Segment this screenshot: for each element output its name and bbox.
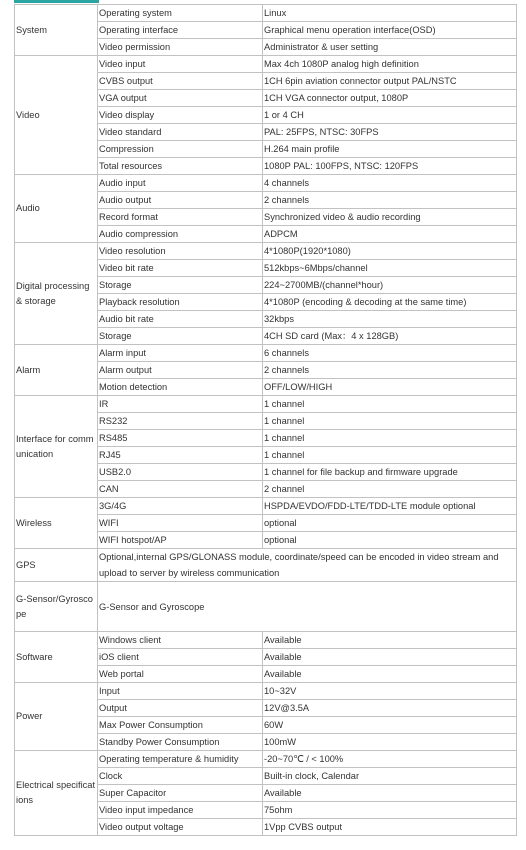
spec-row xyxy=(15,632,517,649)
value-cell: 1CH 6pin aviation connector output PAL/NSTC xyxy=(263,73,517,90)
value-cell: 2 channel xyxy=(263,481,517,498)
parameter-cell: CAN xyxy=(98,481,263,498)
spec-row xyxy=(15,396,517,413)
parameter-cell: Audio input xyxy=(98,175,263,192)
value-cell: Available xyxy=(263,649,517,666)
value-cell: G-Sensor and Gyroscope xyxy=(98,582,517,632)
parameter-cell: Video standard xyxy=(98,124,263,141)
parameter-cell: Operating temperature & humidity xyxy=(98,751,263,768)
value-cell: Available xyxy=(263,785,517,802)
value-cell: 4 channels xyxy=(263,175,517,192)
spec-row xyxy=(15,56,517,73)
value-cell: Linux xyxy=(263,5,517,22)
parameter-cell: RS232 xyxy=(98,413,263,430)
value-cell: 1CH VGA connector output, 1080P xyxy=(263,90,517,107)
active-tab-indicator xyxy=(14,0,99,3)
parameter-cell: USB2.0 xyxy=(98,464,263,481)
value-cell: 1Vpp CVBS output xyxy=(263,819,517,836)
parameter-cell: Audio output xyxy=(98,192,263,209)
value-cell: 12V@3.5A xyxy=(263,700,517,717)
parameter-cell: Compression xyxy=(98,141,263,158)
parameter-cell: Output xyxy=(98,700,263,717)
value-cell: optional xyxy=(263,532,517,549)
category-cell: Software xyxy=(15,632,98,683)
value-cell: HSPDA/EVDO/FDD-LTE/TDD-LTE module optional xyxy=(263,498,517,515)
spec-row xyxy=(15,175,517,192)
value-cell: 1 channel xyxy=(263,396,517,413)
parameter-cell: Alarm output xyxy=(98,362,263,379)
parameter-cell: Audio compression xyxy=(98,226,263,243)
parameter-cell: Alarm input xyxy=(98,345,263,362)
parameter-cell: Video bit rate xyxy=(98,260,263,277)
value-cell: 75ohm xyxy=(263,802,517,819)
parameter-cell: RS485 xyxy=(98,430,263,447)
value-cell: Administrator & user setting xyxy=(263,39,517,56)
parameter-cell: 3G/4G xyxy=(98,498,263,515)
value-cell: optional xyxy=(263,515,517,532)
parameter-cell: Video input xyxy=(98,56,263,73)
spec-row xyxy=(15,345,517,362)
value-cell: -20~70℃ / < 100% xyxy=(263,751,517,768)
spec-table xyxy=(14,4,517,836)
category-cell: Video xyxy=(15,56,98,175)
spec-row xyxy=(15,582,517,632)
value-cell: ADPCM xyxy=(263,226,517,243)
value-cell: 1 channel xyxy=(263,413,517,430)
parameter-cell: Video input impedance xyxy=(98,802,263,819)
value-cell: Optional,internal GPS/GLONASS module, coordinate/speed can be encoded in video stream and upload to server by wireless communication xyxy=(98,549,517,582)
category-cell: Alarm xyxy=(15,345,98,396)
parameter-cell: Record format xyxy=(98,209,263,226)
value-cell: 2 channels xyxy=(263,362,517,379)
value-cell: Available xyxy=(263,666,517,683)
value-cell: Available xyxy=(263,632,517,649)
parameter-cell: Playback resolution xyxy=(98,294,263,311)
parameter-cell: Motion detection xyxy=(98,379,263,396)
category-cell: GPS xyxy=(15,549,98,582)
parameter-cell: Windows client xyxy=(98,632,263,649)
value-cell: 1 channel for file backup and firmware upgrade xyxy=(263,464,517,481)
parameter-cell: Operating system xyxy=(98,5,263,22)
parameter-cell: Storage xyxy=(98,277,263,294)
value-cell: Built-in clock, Calendar xyxy=(263,768,517,785)
value-cell: Synchronized video & audio recording xyxy=(263,209,517,226)
parameter-cell: Clock xyxy=(98,768,263,785)
value-cell: 100mW xyxy=(263,734,517,751)
value-cell: Max 4ch 1080P analog high definition xyxy=(263,56,517,73)
value-cell: PAL: 25FPS, NTSC: 30FPS xyxy=(263,124,517,141)
category-cell: Interface for communication xyxy=(15,396,98,498)
parameter-cell: Standby Power Consumption xyxy=(98,734,263,751)
spec-row xyxy=(15,683,517,700)
spec-row xyxy=(15,5,517,22)
parameter-cell: iOS client xyxy=(98,649,263,666)
value-cell: 60W xyxy=(263,717,517,734)
parameter-cell: Total resources xyxy=(98,158,263,175)
value-cell: 4CH SD card (Max：4 x 128GB) xyxy=(263,328,517,345)
parameter-cell: IR xyxy=(98,396,263,413)
parameter-cell: Max Power Consumption xyxy=(98,717,263,734)
value-cell: 1 or 4 CH xyxy=(263,107,517,124)
parameter-cell: Web portal xyxy=(98,666,263,683)
value-cell: OFF/LOW/HIGH xyxy=(263,379,517,396)
value-cell: 2 channels xyxy=(263,192,517,209)
value-cell: Graphical menu operation interface(OSD) xyxy=(263,22,517,39)
value-cell: 10~32V xyxy=(263,683,517,700)
parameter-cell: RJ45 xyxy=(98,447,263,464)
category-cell: G-Sensor/Gyroscope xyxy=(15,582,98,632)
category-cell: System xyxy=(15,5,98,56)
parameter-cell: Video output voltage xyxy=(98,819,263,836)
parameter-cell: VGA output xyxy=(98,90,263,107)
value-cell: 512kbps~6Mbps/channel xyxy=(263,260,517,277)
spec-row xyxy=(15,243,517,260)
value-cell: 6 channels xyxy=(263,345,517,362)
category-cell: Electrical specifications xyxy=(15,751,98,836)
value-cell: H.264 main profile xyxy=(263,141,517,158)
parameter-cell: Video permission xyxy=(98,39,263,56)
parameter-cell: Operating interface xyxy=(98,22,263,39)
value-cell: 1080P PAL: 100FPS, NTSC: 120FPS xyxy=(263,158,517,175)
parameter-cell: Audio bit rate xyxy=(98,311,263,328)
parameter-cell: Storage xyxy=(98,328,263,345)
category-cell: Digital processing & storage xyxy=(15,243,98,345)
value-cell: 4*1080P (encoding & decoding at the same time) xyxy=(263,294,517,311)
parameter-cell: WIFI xyxy=(98,515,263,532)
parameter-cell: Video display xyxy=(98,107,263,124)
spec-row xyxy=(15,498,517,515)
parameter-cell: Video resolution xyxy=(98,243,263,260)
parameter-cell: Input xyxy=(98,683,263,700)
value-cell: 4*1080P(1920*1080) xyxy=(263,243,517,260)
value-cell: 1 channel xyxy=(263,447,517,464)
category-cell: Audio xyxy=(15,175,98,243)
spec-row xyxy=(15,549,517,582)
parameter-cell: WIFI hotspot/AP xyxy=(98,532,263,549)
parameter-cell: CVBS output xyxy=(98,73,263,90)
value-cell: 32kbps xyxy=(263,311,517,328)
value-cell: 1 channel xyxy=(263,430,517,447)
category-cell: Wireless xyxy=(15,498,98,549)
parameter-cell: Super Capacitor xyxy=(98,785,263,802)
category-cell: Power xyxy=(15,683,98,751)
value-cell: 224~2700MB/(channel*hour) xyxy=(263,277,517,294)
spec-row xyxy=(15,751,517,768)
